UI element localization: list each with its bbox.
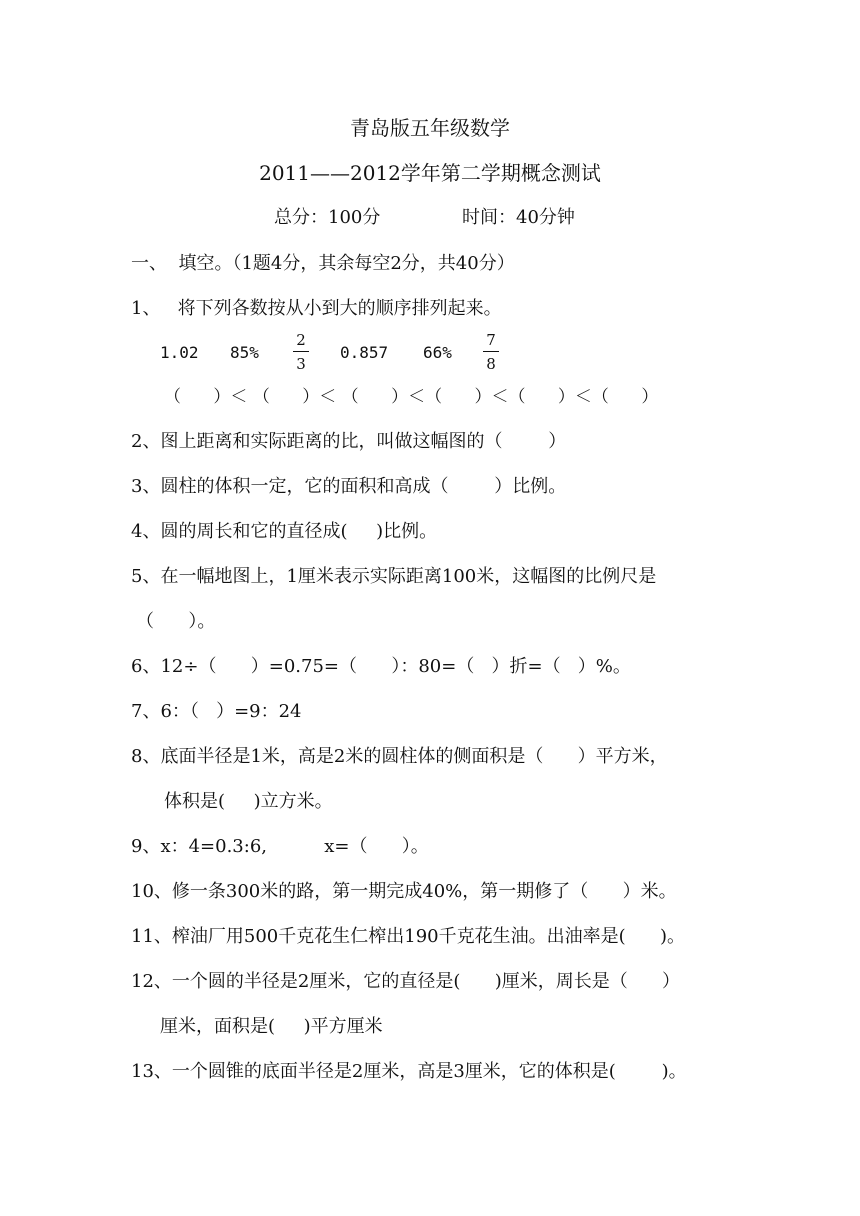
section-heading: 一、 填空。（1题4分，其余每空2分，共40分）: [131, 253, 515, 274]
number-4: 66%: [423, 343, 452, 362]
fraction-denominator: 8: [486, 355, 496, 373]
question-1: 1、 将下列各数按从小到大的顺序排列起来。: [131, 298, 502, 319]
question-5: 5、在一幅地图上，1厘米表示实际距离100米，这幅图的比例尺是: [131, 566, 657, 587]
question-8-continued: 体积是( )立方米。: [164, 791, 333, 812]
question-8: 8、底面半径是1米，高是2米的圆柱体的侧面积是（ ）平方米，: [131, 746, 668, 767]
fraction-denominator: 3: [296, 355, 306, 373]
question-9: 9、x：4=0.3:6, x=（ ）。: [131, 836, 429, 857]
exam-time: 时间：40分钟: [462, 207, 575, 228]
page-title: 青岛版五年级数学: [350, 116, 510, 140]
number-2: 85%: [230, 343, 259, 362]
fraction-numerator: 7: [486, 331, 496, 349]
question-10: 10、修一条300米的路，第一期完成40%，第一期修了（ ）米。: [131, 881, 677, 902]
question-4: 4、圆的周长和它的直径成( )比例。: [131, 521, 438, 542]
total-score: 总分：100分: [274, 207, 381, 228]
question-5-continued: （ ）。: [136, 611, 216, 632]
question-2: 2、图上距离和实际距离的比，叫做这幅图的（ ）: [131, 431, 567, 452]
fraction-bar: [293, 351, 309, 352]
number-1: 1.02: [160, 343, 199, 362]
question-12-continued: 厘米，面积是( )平方厘米: [160, 1016, 383, 1037]
fraction-numerator: 2: [296, 331, 306, 349]
order-blanks-row: （ ）＜ （ ）＜ （ ）＜（ ）＜（ ）＜（ ）: [164, 387, 659, 407]
fraction-two-thirds: [291, 332, 311, 372]
question-11: 11、榨油厂用500千克花生仁榨出190千克花生油。出油率是( )。: [131, 926, 685, 947]
question-3: 3、圆柱的体积一定，它的面积和高成（ ）比例。: [131, 476, 567, 497]
question-12: 12、一个圆的半径是2厘米，它的直径是( )厘米，周长是（ ）: [131, 971, 681, 992]
question-13: 13、一个圆锥的底面半径是2厘米，高是3厘米，它的体积是( )。: [131, 1061, 687, 1082]
page-subtitle: 2011——2012学年第二学期概念测试: [259, 161, 601, 185]
number-3: 0.857: [340, 343, 389, 362]
fraction-bar: [483, 351, 499, 352]
question-6: 6、12÷（ ）=0.75=（ ）：80=（ ）折=（ ）%。: [131, 656, 631, 677]
question-7: 7、6：（ ）=9：24: [131, 701, 302, 722]
fraction-seven-eighths: [481, 332, 501, 372]
